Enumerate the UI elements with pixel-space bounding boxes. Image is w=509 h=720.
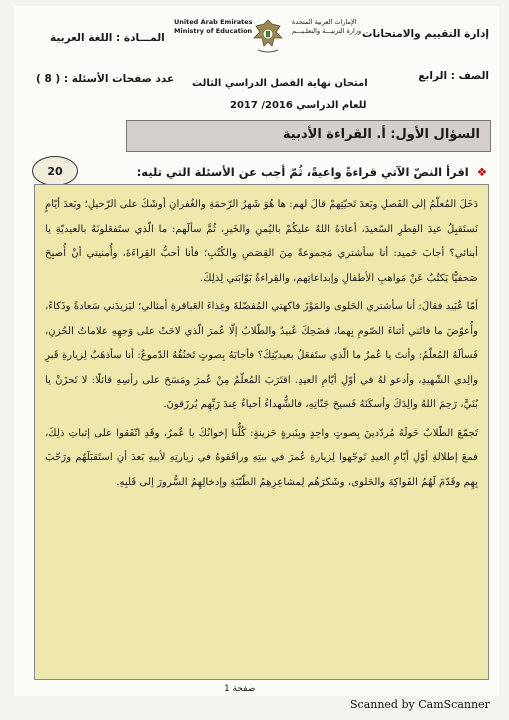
academic-year: للعام الدراسي 2016/ 2017 xyxy=(230,100,367,111)
ministry-en-line1: United Arab Emirates xyxy=(174,18,253,26)
grade-label: الصف : الرابع xyxy=(418,70,489,82)
ministry-ar-line1: الإمارات العربية المتحدة xyxy=(292,18,357,26)
subject-label: المـــادة : اللغة العربية xyxy=(50,32,165,44)
score-badge xyxy=(32,156,78,186)
exam-title: امتحان نهاية الفصل الدراسي الثالث xyxy=(192,78,368,89)
instruction-text: اقرأ النصّ الآتي قراءةً واعيةً، ثُمّ أجب عن الأسئلة التي تليه: xyxy=(136,165,469,179)
scanner-watermark: Scanned by CamScanner xyxy=(350,698,490,711)
ministry-en-line2: Ministry of Education xyxy=(174,27,253,35)
reading-passage xyxy=(34,184,489,680)
department-label: إدارة التقييم والامتحانات xyxy=(361,28,489,40)
pages-count-label: عدد صفحات الأسئلة : ( 8 ) xyxy=(36,73,175,85)
ministry-ar-line2: وزارة التربيـــة والتعلـيـــم xyxy=(292,27,362,35)
passage-paragraph: أمّا عُبَيد فقالَ: أنا سأشتري الحَلوى والمَوْزَ فاكهتي المُفضّلةَ وغِذاءَ العَباقرةِ أمثالي؛ ليَزيدَني سَعادةً وذَكاءً، وأُعوّضَ ما فاتَني أثناءَ الصّومِ بِهما، فضَحِكَ عُبيدٌ والطّلابُ إلّا عُمرَ الّذي لاحَتْ على وَجهِهِ علاماتُ الحُزنِ، فَسألَهُ المُعلّمُ: وأنتَ يا عُمرُ ما الّذي ستَفعَلُ بعيديّتِكَ؟ فأجابَهُ بِصوتٍ تَخنُقُهُ الدّموعُ: أنا سأذهَبُ لِزيارةِ قَبرِ والِدي الشّهيدِ، وأدعو لهُ في أوّلِ أيّامِ العيدِ. اقتَرَبَ المُعلّمُ مِنْ عُمرَ ومَسَحَ على رأسِهِ قائلًا: لا تَحزَنْ يا بُنَيَّ، رَحِمَ اللهُ والِدَكَ وأسكَنَهُ فَسيحَ جَنّاتِهِ، فالشُّهداءُ أحياءٌ عِندَ رَبِّهِم يُرزَقونَ. xyxy=(45,301,478,410)
uae-emblem-icon xyxy=(250,16,286,56)
passage-paragraph: دَخَلَ المُعلّمُ إلى الفَصلِ وبَعدَ تَحيّتِهمْ قالَ لهم: ها هُوَ شَهرُ الرّحمَةِ والغُفرانِ أوشَكَ على الرّحيلِ؛ وبَعدَ أيّامٍ نَستَقبِلُ عيدَ الفِطرِ السّعيدَ، أعادَهُ اللهُ عليكُمْ باليُمنِ والخَيرِ، ثُمَّ سألَهم: ما الّذي ستَفعَلونَهُ بالعيديّةِ يا أبنائي؟ أجابَ حَميد: أنا سأشتري مَجموعةً مِنَ القِصَصِ والكُتُبِ؛ فأنا أحبُّ القِراءَةَ، وأُمنيتي أنْ أُصبِحَ صَحفيًّا يَكتُبُ عَنْ مَواهبِ الأطفالِ وإبداعاتِهم، والقِراءةُ بَوّابَتي لِذلِكَ. xyxy=(45,199,478,284)
exam-page xyxy=(14,6,499,696)
passage-paragraph: تَجمّعَ الطّلابُ حَولَهُ مُردّدينَ بِصوتٍ واحِدٍ وبِنَبرةٍ حَزينةٍ: كُلُّنا إخوانُكَ يا عُمرُ، وقَدِ اتّفَقوا على إثباتِ ذلِكَ، فمعَ إطلالةِ أوّلِ أيّامِ العيدِ تَوجّهوا لِزيارةِ عُمرَ في بيتِهِ ورافَقوهُ في زيارتِهِ لأبيهِ بَعدَ أنِ استَقبَلَهُم ورَحّبَ بِهِم وقَدّمَ لَهُمُ الفَواكِهَ والحَلوى، وشَكرَهُم لِمشاعِرِهِمُ الطّيّبَةِ وإدخالِهِمُ السُّرورَ إلى قَلبِهِ. xyxy=(45,427,478,488)
page-number: صفحة 1 xyxy=(224,684,256,694)
question-heading: السؤال الأول: أ. القراءة الأدبية xyxy=(282,127,480,142)
diamond-bullet-icon: ❖ xyxy=(476,165,487,179)
instruction xyxy=(87,165,487,179)
score-value: 20 xyxy=(47,164,63,178)
question-heading-box xyxy=(126,120,491,152)
